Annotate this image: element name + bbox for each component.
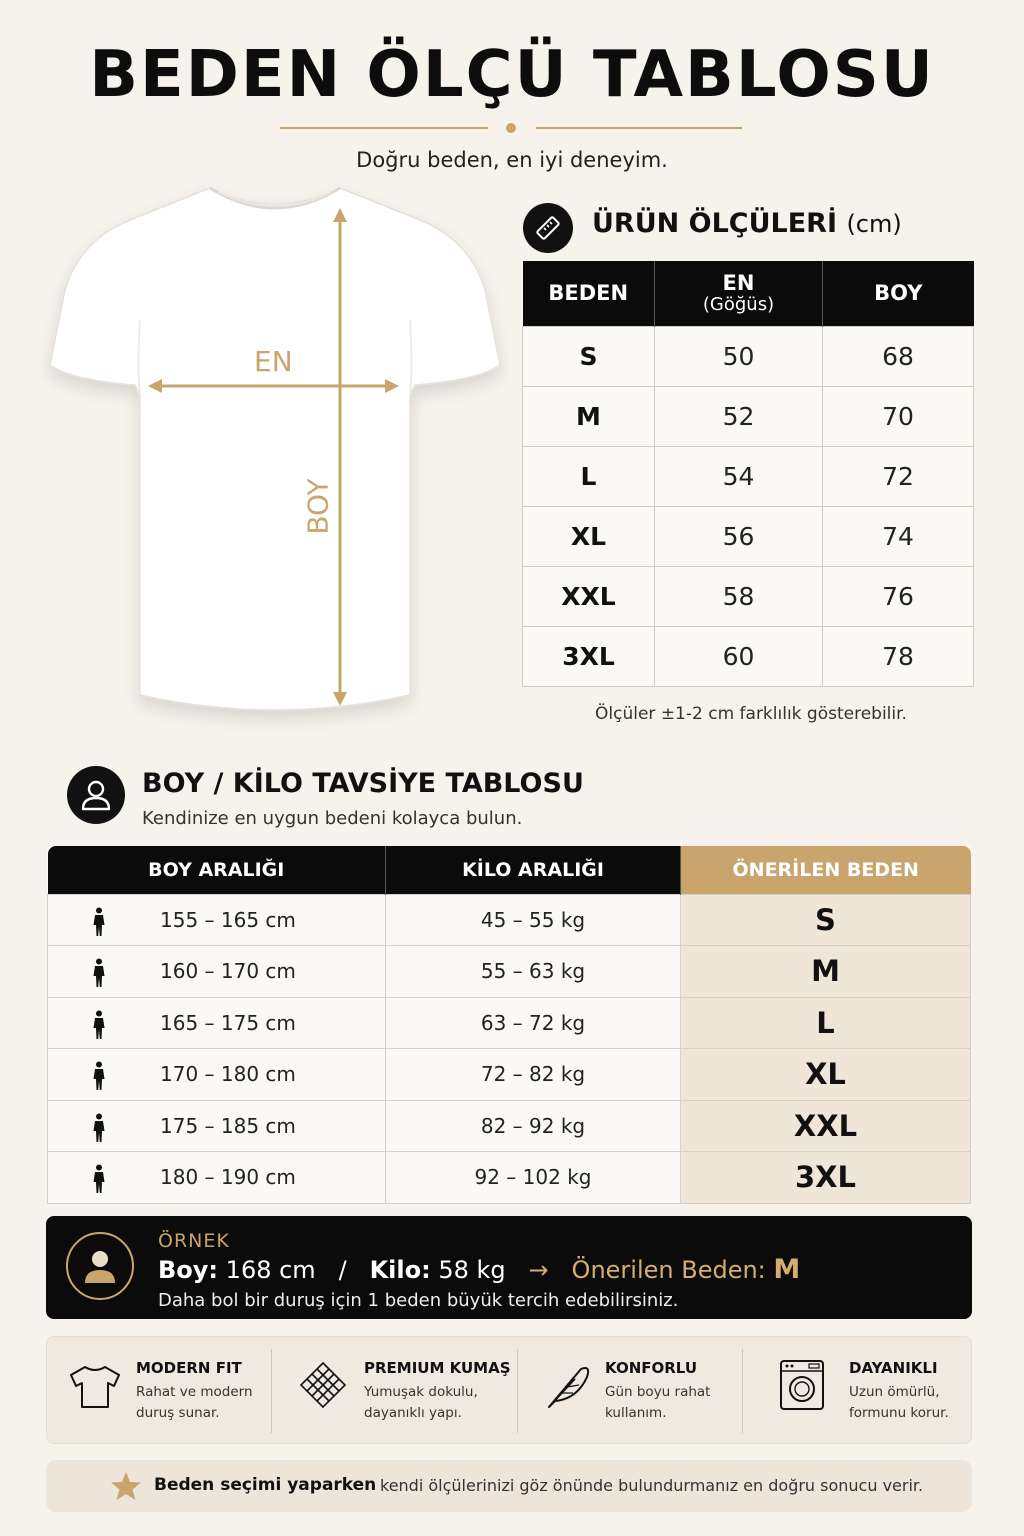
recommended-size-cell: XXL bbox=[681, 1100, 971, 1152]
feature-desc-line: Rahat ve modern bbox=[136, 1384, 253, 1400]
product-measurements-table bbox=[522, 261, 974, 687]
col-header-kilo-range: KİLO ARALIĞI bbox=[386, 846, 681, 894]
boy-range-text: 175 – 185 cm bbox=[160, 1113, 296, 1138]
boy-dimension-label: BOY bbox=[301, 478, 335, 535]
recommended-size-cell: XL bbox=[681, 1049, 971, 1101]
example-recommended-key: Önerilen Beden: bbox=[571, 1256, 766, 1284]
example-boy-key: Boy: bbox=[158, 1256, 219, 1284]
boy-range-cell bbox=[48, 1152, 386, 1204]
title-divider-left bbox=[280, 127, 488, 129]
boy-range-text: 180 – 190 cm bbox=[160, 1165, 296, 1190]
ruler-icon bbox=[523, 203, 573, 253]
boy-range-cell bbox=[48, 997, 386, 1049]
table-header-row bbox=[48, 846, 971, 894]
col-header-en-sub: (Göğüs) bbox=[702, 293, 775, 315]
page-title: BEDEN ÖLÇÜ TABLOSU bbox=[89, 38, 935, 112]
size-cell: S bbox=[523, 326, 655, 386]
example-label: ÖRNEK bbox=[158, 1230, 230, 1252]
size-cell: XL bbox=[523, 506, 655, 566]
feature-comfort bbox=[537, 1337, 747, 1445]
col-header-boy: BOY bbox=[823, 261, 974, 326]
tip-text: kendi ölçülerinizi göz önünde bulundurmanız en doğru sonucu verir. bbox=[380, 1476, 924, 1495]
en-cell: 58 bbox=[655, 566, 823, 626]
example-boy-value: 168 cm bbox=[225, 1256, 316, 1284]
feature-description bbox=[605, 1382, 735, 1424]
person-icon bbox=[92, 1164, 106, 1194]
person-icon bbox=[92, 907, 106, 937]
feature-title: MODERN FIT bbox=[136, 1359, 242, 1377]
example-banner bbox=[46, 1216, 972, 1319]
boy-cell: 78 bbox=[823, 626, 974, 686]
product-measurements-heading bbox=[592, 208, 902, 239]
col-header-beden: BEDEN bbox=[523, 261, 655, 326]
table-row bbox=[523, 326, 974, 386]
feature-title: PREMIUM KUMAŞ bbox=[364, 1359, 511, 1377]
example-separator: / bbox=[338, 1256, 347, 1284]
col-header-en bbox=[655, 261, 823, 326]
product-heading-text: ÜRÜN ÖLÇÜLERİ bbox=[592, 208, 838, 239]
kilo-range-cell: 63 – 72 kg bbox=[386, 997, 681, 1049]
size-cell: 3XL bbox=[523, 626, 655, 686]
table-row bbox=[523, 626, 974, 686]
feature-desc-line: Uzun ömürlü, bbox=[849, 1384, 940, 1400]
recommend-heading: BOY / KİLO TAVSİYE TABLOSU bbox=[142, 768, 584, 799]
en-cell: 52 bbox=[655, 386, 823, 446]
en-cell: 56 bbox=[655, 506, 823, 566]
tshirt-icon bbox=[65, 1355, 125, 1415]
col-header-boy-range: BOY ARALIĞI bbox=[48, 846, 386, 894]
example-note: Daha bol bir duruş için 1 beden büyük tercih edebilirsiniz. bbox=[158, 1290, 679, 1311]
tip-banner bbox=[46, 1460, 972, 1512]
boy-cell: 70 bbox=[823, 386, 974, 446]
boy-cell: 74 bbox=[823, 506, 974, 566]
recommended-size-cell: S bbox=[681, 894, 971, 946]
en-dimension-label: EN bbox=[254, 345, 293, 378]
table-row bbox=[523, 506, 974, 566]
table-row bbox=[523, 566, 974, 626]
feature-modern-fit bbox=[65, 1337, 275, 1445]
en-cell: 50 bbox=[655, 326, 823, 386]
size-cell: XXL bbox=[523, 566, 655, 626]
fabric-icon bbox=[293, 1355, 353, 1415]
col-header-en-label: EN bbox=[722, 270, 755, 295]
boy-range-cell bbox=[48, 946, 386, 998]
boy-range-cell bbox=[48, 1049, 386, 1101]
boy-cell: 76 bbox=[823, 566, 974, 626]
feature-desc-line: dayanıklı yapı. bbox=[364, 1405, 462, 1421]
en-cell: 54 bbox=[655, 446, 823, 506]
recommend-subtitle: Kendinize en uygun bedeni kolayca bulun. bbox=[142, 808, 523, 829]
kilo-range-cell: 55 – 63 kg bbox=[386, 946, 681, 998]
feature-description bbox=[849, 1382, 979, 1424]
table-row bbox=[523, 446, 974, 506]
product-heading-unit: (cm) bbox=[846, 210, 902, 238]
boy-range-cell bbox=[48, 1100, 386, 1152]
feature-title: KONFORLU bbox=[605, 1359, 698, 1377]
person-icon bbox=[92, 1061, 106, 1091]
table-row bbox=[48, 894, 971, 946]
kilo-range-cell: 45 – 55 kg bbox=[386, 894, 681, 946]
table-row bbox=[48, 1152, 971, 1204]
feature-divider bbox=[742, 1349, 743, 1433]
feature-description bbox=[364, 1382, 494, 1424]
boy-range-text: 160 – 170 cm bbox=[160, 959, 296, 984]
kilo-range-cell: 72 – 82 kg bbox=[386, 1049, 681, 1101]
feature-desc-line: Gün boyu rahat bbox=[605, 1384, 711, 1400]
boy-cell: 68 bbox=[823, 326, 974, 386]
feather-icon bbox=[537, 1355, 597, 1415]
boy-range-cell bbox=[48, 894, 386, 946]
height-weight-table bbox=[47, 846, 971, 1204]
example-recommended-value: M bbox=[773, 1254, 801, 1285]
star-icon bbox=[110, 1470, 142, 1502]
feature-desc-line: kullanım. bbox=[605, 1405, 667, 1421]
feature-divider bbox=[271, 1349, 272, 1433]
title-divider-dot bbox=[506, 123, 516, 133]
person-icon bbox=[92, 958, 106, 988]
title-divider-right bbox=[536, 127, 742, 129]
size-cell: M bbox=[523, 386, 655, 446]
feature-divider bbox=[517, 1349, 518, 1433]
boy-range-text: 155 – 165 cm bbox=[160, 907, 296, 932]
person-icon bbox=[92, 1010, 106, 1040]
table-row bbox=[48, 1100, 971, 1152]
feature-premium-fabric bbox=[293, 1337, 513, 1445]
size-cell: L bbox=[523, 446, 655, 506]
washing-machine-icon bbox=[773, 1355, 833, 1415]
boy-range-text: 170 – 180 cm bbox=[160, 1062, 296, 1087]
avatar-icon bbox=[66, 1232, 134, 1300]
table-row bbox=[523, 386, 974, 446]
recommended-size-cell: 3XL bbox=[681, 1152, 971, 1204]
kilo-range-cell: 82 – 92 kg bbox=[386, 1100, 681, 1152]
col-header-recommended-size: ÖNERİLEN BEDEN bbox=[681, 846, 971, 894]
tip-bold-text: Beden seçimi yaparken bbox=[154, 1475, 377, 1495]
recommended-size-cell: L bbox=[681, 997, 971, 1049]
user-icon bbox=[67, 766, 125, 824]
table-header-row bbox=[523, 261, 974, 326]
recommended-size-cell: M bbox=[681, 946, 971, 998]
table-row bbox=[48, 946, 971, 998]
person-icon bbox=[92, 1113, 106, 1143]
feature-durable bbox=[773, 1337, 963, 1445]
feature-desc-line: Yumuşak dokulu, bbox=[364, 1384, 478, 1400]
tshirt-diagram bbox=[40, 180, 510, 740]
feature-description bbox=[136, 1382, 266, 1424]
example-kilo-key: Kilo: bbox=[369, 1256, 431, 1284]
boy-range-text: 165 – 175 cm bbox=[160, 1010, 296, 1035]
feature-desc-line: duruş sunar. bbox=[136, 1405, 220, 1421]
arrow-right-icon: → bbox=[528, 1256, 549, 1284]
boy-cell: 72 bbox=[823, 446, 974, 506]
example-kilo-value: 58 kg bbox=[438, 1256, 506, 1284]
en-cell: 60 bbox=[655, 626, 823, 686]
feature-title: DAYANIKLI bbox=[849, 1359, 938, 1377]
features-panel bbox=[46, 1336, 972, 1444]
tshirt-illustration bbox=[40, 180, 510, 740]
example-values bbox=[158, 1254, 800, 1285]
kilo-range-cell: 92 – 102 kg bbox=[386, 1152, 681, 1204]
table-row bbox=[48, 997, 971, 1049]
page-subtitle: Doğru beden, en iyi deneyim. bbox=[356, 148, 668, 172]
feature-desc-line: formunu korur. bbox=[849, 1405, 949, 1421]
measurement-tolerance-note: Ölçüler ±1-2 cm farklılık gösterebilir. bbox=[595, 704, 907, 724]
table-row bbox=[48, 1049, 971, 1101]
